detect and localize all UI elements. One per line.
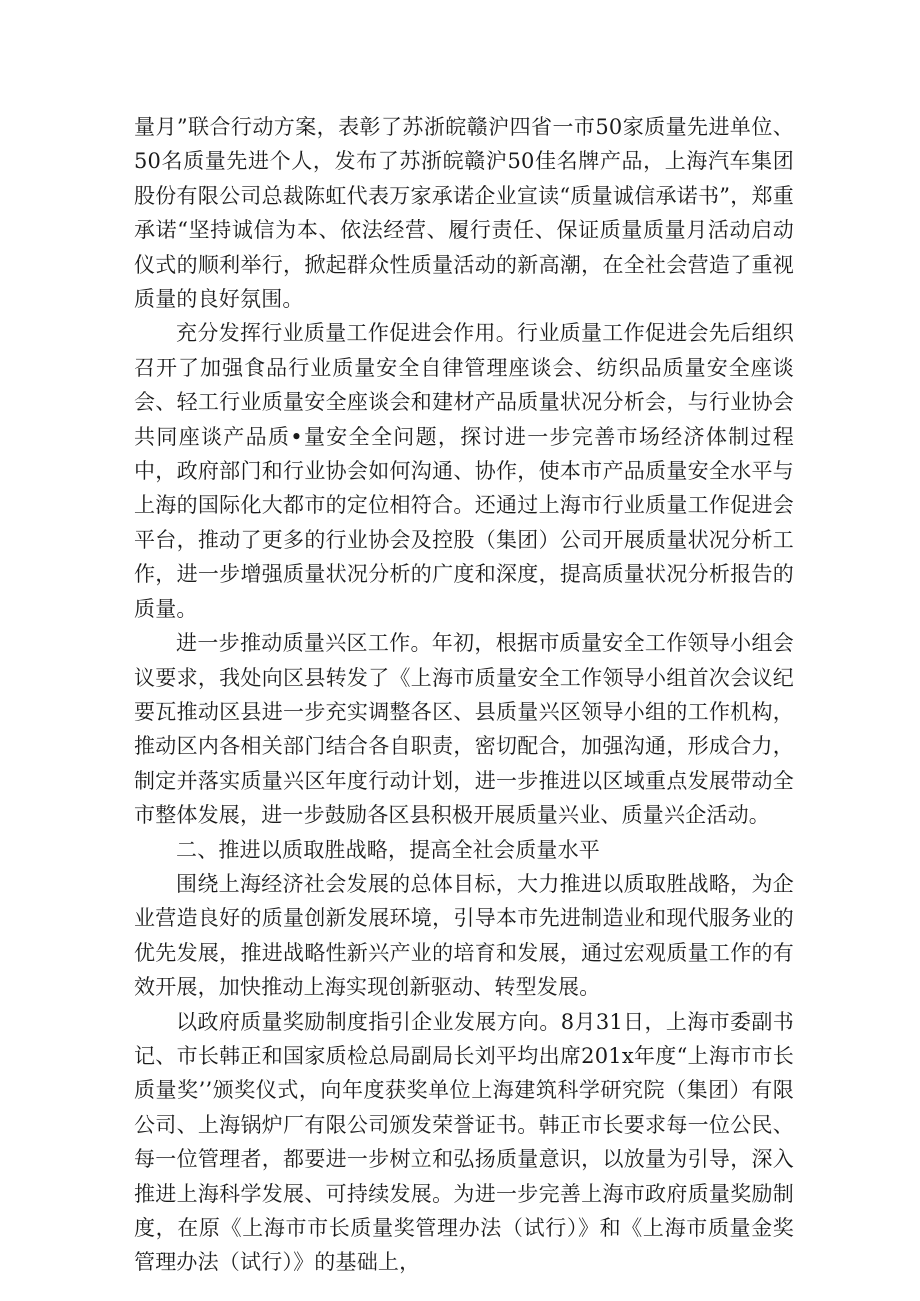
paragraph-industry-promotion: 充分发挥行业质量工作促进会作用。行业质量工作促进会先后组织召开了加强食品行业质量安全自律管理座谈会、纺织品质量安全座谈会、轻工行业质量安全座谈会和建材产品质量状况分析会，与行业协会共同座谈产品质•量安全全问题，探讨进一步完善市场经济体制过程中，政府部门和行业协会如何沟通、协作，使本市产品质量安全水平与上海的国际化大都市的定位相符合。还通过上海市行业质量工作促进会平台，推动了更多的行业协会及控股（集团）公司开展质量状况分析工作，进一步增强质量状况分析的广度和深度，提高质量状况分析报告的质量。 bbox=[134, 321, 794, 621]
paragraph-strategy: 围绕上海经济社会发展的总体目标，大力推进以质取胜战略，为企业营造良好的质量创新发展环境，引导本市先进制造业和现代服务业的优先发展，推进战略性新兴产业的培育和发展，通过宏观质量工作的有效开展，加快推动上海实现创新驱动、转型发展。 bbox=[134, 871, 794, 1000]
document-body bbox=[134, 110, 794, 1280]
paragraph-quality-award: 以政府质量奖励制度指引企业发展方向。8月31日，上海市委副书记、市长韩正和国家质检总局副局长刘平均出席201x年度“上海市市长质量奖’’颁奖仪式，向年度获奖单位上海建筑科学研究院（集团）有限公司、上海锅炉厂有限公司颁发荣誉证书。韩正市长要求每一位公民、每一位管理者，都要进一步树立和弘扬质量意识，以放量为引导，深入推进上海科学发展、可持续发展。为进一步完善上海市政府质量奖励制度，在原《上海市市长质量奖管理办法（试行）》和《上海市质量金奖管理办法（试行）》的基础上， bbox=[134, 1009, 794, 1275]
section-heading: 二、推进以质取胜战略，提高全社会质量水平 bbox=[176, 837, 600, 862]
paragraph-continuation: 量月”联合行动方案，表彰了苏浙皖赣沪四省一市50家质量先进单位、50名质量先进个人，发布了苏浙皖赣沪50佳名牌产品，上海汽车集团股份有限公司总裁陈虹代表万家承诺企业宣读“质量诚信承诺书”，郑重承诺“坚持诚信为本、依法经营、履行责任、保证质量质量月活动启动仪式的顺利举行，掀起群众性质量活动的新高潮，在全社会营造了重视质量的良好氛围。 bbox=[134, 115, 794, 312]
paragraph-quality-district: 进一步推动质量兴区工作。年初，根据市质量安全工作领导小组会议要求，我处向区县转发了《上海市质量安全工作领导小组首次会议纪要瓦推动区县进一步充实调整各区、县质量兴区领导小组的工作机构，推动区内各相关部门结合各自职责，密切配合，加强沟通，形成合力，制定并落实质量兴区年度行动计划，进一步推进以区域重点发展带动全市整体发展，进一步鼓励各区县积极开展质量兴业、质量兴企活动。 bbox=[134, 631, 794, 828]
